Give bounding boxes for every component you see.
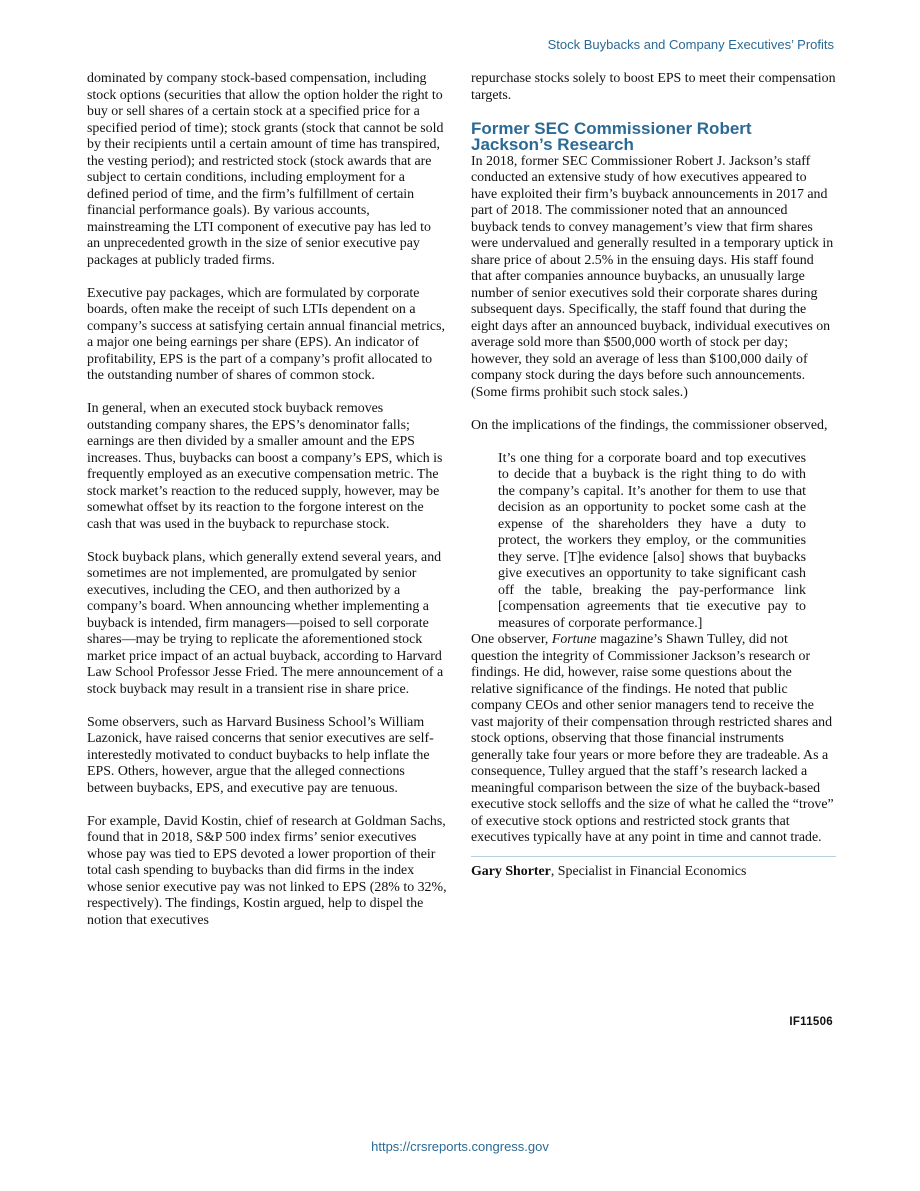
body-paragraph: Stock buyback plans, which generally extend several years, and sometimes are not implemented, are promulgated by senior executives, including the CEO, and then authorized by a company’s board. When announcing whether implementing a buyback is intended, firm managers—poised to sell corporate shares—may be trying to replicate the aforementioned stock market price impact of an actual buyback, according to Harvard Law School Professor Jesse Fried. The mere announcement of a stock buyback may result in a transient rise in share price. <box>87 549 444 697</box>
body-paragraph: In general, when an executed stock buyback removes outstanding company shares, the EPS’s denominator falls; earnings are then divided by a smaller amount and the EPS increases. Thus, buybacks can boost a company’s EPS, which is frequently employed as an executive compensation metric. The stock market’s reaction to the reduced supply, however, may be somewhat offset by its reaction to the forgone interest on the cash that was used in the buyback to repurchase stock. <box>87 401 443 532</box>
signature-divider <box>471 856 836 857</box>
body-paragraph: dominated by company stock-based compensation, including stock options (securities that allow the option holder the right to buy or sell shares of a certain stock at a specified price for a specified period of time); stock grants (stock that cannot be sold by their recipients until a certain amount of time has transpired, the vesting period); and restricted stock (stock awards that are subject to certain conditions, including employment for a defined period of time, and the firm’s fulfillment of certain financial performance goals). By various accounts, mainstreaming the LTI component of executive pay has led to an unprecedented growth in the size of senior executive pay packages at publicly traded firms. <box>87 71 444 268</box>
author-name: Gary Shorter <box>471 863 551 879</box>
document-id: IF11506 <box>789 1016 833 1028</box>
section-heading: Former SEC Commissioner Robert Jackson’s Research <box>471 118 752 154</box>
author-title: , Specialist in Financial Economics <box>550 863 747 879</box>
body-paragraph: Executive pay packages, which are formulated by corporate boards, often make the receipt of such LTIs dependent on a company’s success at satisfying certain annual financial metrics, a major one being earnings per share (EPS). An indicator of profitability, EPS is the part of a company’s profit allocated to the outstanding number of shares of common stock. <box>87 285 445 383</box>
body-paragraph: repurchase stocks solely to boost EPS to meet their compensation targets. <box>471 71 836 103</box>
body-paragraph <box>471 632 836 847</box>
body-paragraph: In 2018, former SEC Commissioner Robert J. Jackson’s staff conducted an extensive study of how executives appeared to have exploited their firm’s buyback announcements in 2017 and part of 2018. The commissioner noted that an announced buyback tends to convey management’s view that firm shares were undervalued and generally resulted in a temporary uptick in share price of about 2.5% in the ensuing days. His staff found that after companies announce buybacks, an unusually large number of senior executives sold their corporate shares during subsequent days. Specifically, the staff found that during the eight days after an announced buyback, individual executives on average sold more than $500,000 worth of stock per day; however, they sold an average of less than $100,000 daily of company stock during the days before such announcements. (Some firms prohibit such stock sales.) <box>471 153 834 400</box>
text-run: One observer, <box>471 632 552 647</box>
commissioner-quote: It’s one thing for a corporate board and top executives to decide that a buyback is the right thing to do with the company’s capital. It’s another for them to use that decision as an opportunity to pocket some cash at the expense of the shareholders they have a duty to protect, the workers they employ, or the communities they serve. [T]he evidence [also] shows that buybacks give executives an opportunity to take significant cash off the table, breaking the pay-performance link [compensation agreements that tie executive pay to measures of corporate performance.] <box>498 450 806 631</box>
right-column <box>471 71 836 880</box>
body-paragraph: For example, David Kostin, chief of research at Goldman Sachs, found that in 2018, S&P 500 index firms’ senior executives whose pay was tied to EPS devoted a lower proportion of their total cash spending to buybacks than did firms in the index whose senior executive pay was not linked to EPS (28% to 32%, respectively). The findings, Kostin argued, help to dispel the notion that executives <box>87 813 447 928</box>
author-signature <box>471 864 836 881</box>
body-paragraph: Some observers, such as Harvard Business School’s William Lazonick, have raised concerns that senior executives are self-interestedly motivated to conduct buybacks to help inflate the EPS. Others, however, argue that the alleged connections between buybacks, EPS, and executive pay are tenuous. <box>87 714 434 796</box>
body-paragraph: On the implications of the findings, the commissioner observed, <box>471 417 828 433</box>
publication-name: Fortune <box>551 632 597 647</box>
text-run: magazine’s Shawn Tulley, did not question the integrity of Commissioner Jackson’s research or findings. He did, however, raise some questions about the relative significance of the findings. He noted that public company CEOs and other senior managers tend to receive the vast majority of their compensation through restricted shares and stock options, observing that those financial instruments generally take four years or more before they are tradeable. As a consequence, Tulley argued that the staff’s research lacked a meaningful comparison between the size of the buyback-based executive stock selloffs and the size of what he called the “trove” of executive stock options and restricted stock grants that executives typically have at any point in time and cannot trade. <box>471 632 834 845</box>
left-column <box>87 71 447 946</box>
running-header-title: Stock Buybacks and Company Executives’ Profits <box>547 37 834 52</box>
footer-url-link[interactable]: https://crsreports.congress.gov <box>371 1139 549 1154</box>
